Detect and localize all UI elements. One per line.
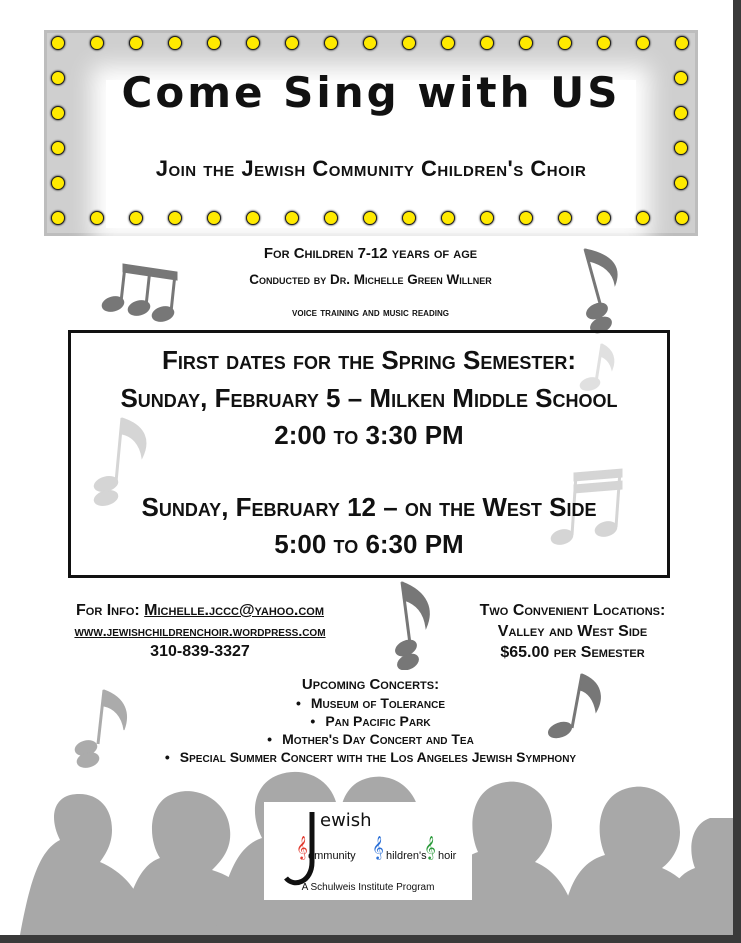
conductor-line: Conducted by Dr. Michelle Green Willner bbox=[249, 272, 492, 287]
marquee-bulb bbox=[285, 211, 299, 225]
logo-word-1: ewish bbox=[320, 810, 372, 831]
logo-tagline: A Schulweis Institute Program bbox=[301, 882, 435, 893]
concert-item: • Museum of Tolerance bbox=[0, 695, 741, 711]
svg-text:𝄞: 𝄞 bbox=[372, 837, 384, 859]
marquee-bulb bbox=[129, 36, 143, 50]
marquee-bulb bbox=[90, 36, 104, 50]
marquee-bulb bbox=[51, 211, 65, 225]
marquee-bulb bbox=[402, 36, 416, 50]
session1-time: 2:00 to 3:30 PM bbox=[274, 420, 464, 450]
marquee-bulb bbox=[675, 36, 689, 50]
info-label: For Info: bbox=[76, 602, 140, 619]
locations-title: Two Convenient Locations: bbox=[479, 602, 666, 619]
session2-time: 5:00 to 6:30 PM bbox=[274, 529, 464, 559]
marquee-bulb bbox=[168, 211, 182, 225]
svg-text:𝄞: 𝄞 bbox=[424, 837, 436, 859]
marquee-bulb bbox=[207, 36, 221, 50]
website-link[interactable]: www.jewishchildrenchoir.wordpress.com bbox=[74, 623, 326, 639]
center-note-icon bbox=[390, 578, 440, 670]
marquee-bulb bbox=[168, 36, 182, 50]
session2-title: Sunday, February 12 – on the West Side bbox=[141, 492, 597, 522]
choir-logo bbox=[264, 802, 472, 900]
email-link[interactable]: Michelle.jccc@yahoo.com bbox=[144, 602, 324, 619]
page-edge-bottom bbox=[0, 935, 741, 943]
marquee-bulb bbox=[246, 211, 260, 225]
concert-item: • Pan Pacific Park bbox=[0, 713, 741, 729]
marquee-bulb bbox=[363, 211, 377, 225]
marquee-sign bbox=[44, 30, 698, 236]
contact-info bbox=[30, 602, 370, 661]
logo-word-4: hoir bbox=[438, 850, 457, 862]
marquee-bulb bbox=[90, 211, 104, 225]
marquee-bulb bbox=[129, 211, 143, 225]
marquee-bulb bbox=[441, 211, 455, 225]
concert-item: • Mother's Day Concert and Tea bbox=[0, 731, 741, 747]
marquee-bulb bbox=[51, 141, 65, 155]
marquee-bulb bbox=[558, 211, 572, 225]
marquee-bulb bbox=[480, 211, 494, 225]
marquee-bulb bbox=[324, 211, 338, 225]
headline: Come Sing with US bbox=[121, 68, 621, 117]
session1-title: Sunday, February 5 – Milken Middle School bbox=[120, 383, 618, 413]
marquee-bulb bbox=[363, 36, 377, 50]
marquee-bulb bbox=[636, 36, 650, 50]
marquee-bulb bbox=[51, 36, 65, 50]
locations-places: Valley and West Side bbox=[497, 623, 648, 640]
phone-number: 310-839-3327 bbox=[150, 643, 250, 660]
marquee-bulb bbox=[675, 211, 689, 225]
logo-word-3: hildren's bbox=[386, 850, 427, 862]
marquee-bulb bbox=[636, 211, 650, 225]
marquee-bulb bbox=[558, 36, 572, 50]
subheadline: Join the Jewish Community Children's Choir bbox=[155, 156, 587, 181]
logo-word-2: ommunity bbox=[308, 850, 356, 862]
age-line: For Children 7-12 years of age bbox=[263, 245, 478, 262]
marquee-bulb bbox=[324, 36, 338, 50]
concerts-section bbox=[0, 676, 741, 767]
marquee-bulb bbox=[207, 211, 221, 225]
marquee-bulb bbox=[519, 211, 533, 225]
marquee-bulb bbox=[597, 211, 611, 225]
marquee-bulb bbox=[597, 36, 611, 50]
svg-text:𝄞: 𝄞 bbox=[296, 837, 308, 859]
eighth-notes-icon bbox=[575, 245, 635, 335]
marquee-bulb bbox=[674, 141, 688, 155]
concerts-title: Upcoming Concerts: bbox=[301, 676, 440, 693]
price: $65.00 per Semester bbox=[500, 644, 645, 661]
features-line: voice training and music reading bbox=[292, 305, 449, 319]
marquee-bulb bbox=[480, 36, 494, 50]
concerts-list bbox=[0, 695, 741, 765]
marquee-bulb bbox=[519, 36, 533, 50]
locations-info bbox=[450, 602, 695, 662]
concert-item: • Special Summer Concert with the Los Angeles Jewish Symphony bbox=[0, 749, 741, 765]
marquee-bulb bbox=[441, 36, 455, 50]
beamed-notes-icon bbox=[95, 258, 181, 322]
marquee-bulb bbox=[285, 36, 299, 50]
dates-heading: First dates for the Spring Semester: bbox=[161, 345, 577, 375]
marquee-bulb bbox=[402, 211, 416, 225]
page-edge-right bbox=[733, 0, 741, 943]
marquee-bulb bbox=[246, 36, 260, 50]
